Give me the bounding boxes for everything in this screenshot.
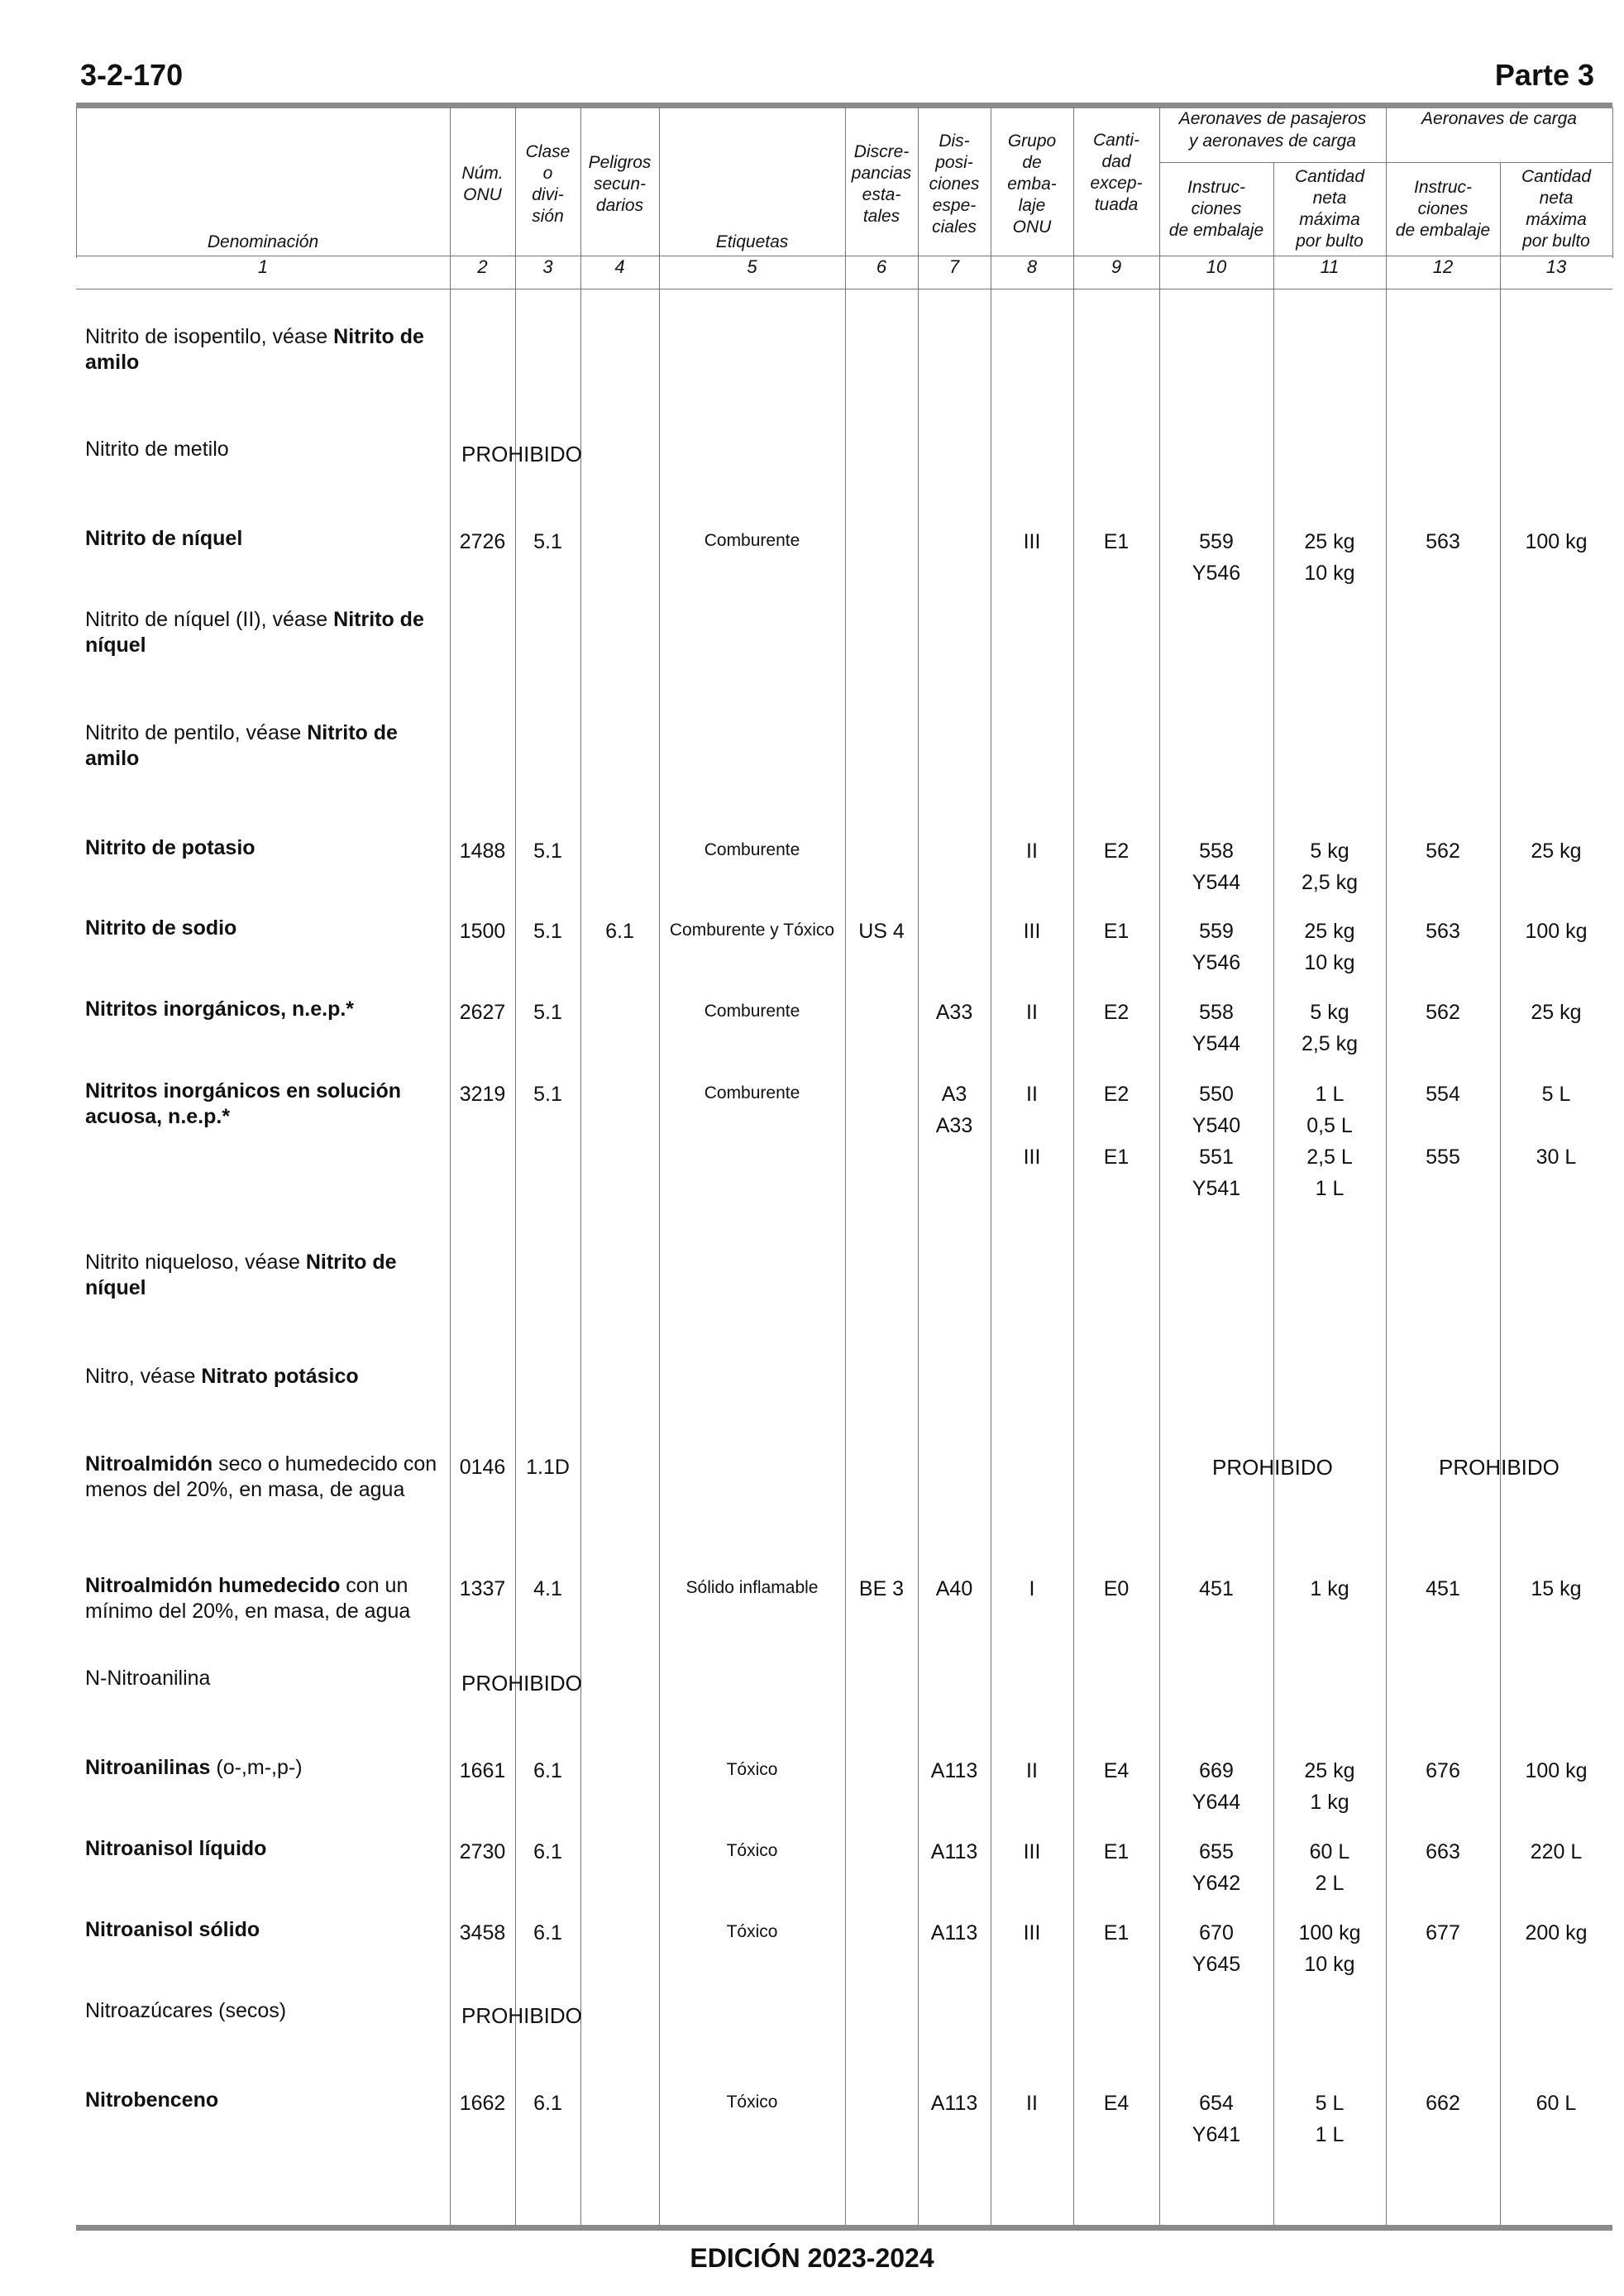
column-number: 5	[747, 256, 757, 277]
cell-pas-instr	[1159, 1755, 1273, 1818]
value: 5 kg	[1310, 839, 1349, 863]
cell-cantidad-exceptuada: E2	[1103, 1083, 1130, 1106]
header-text: Núm.	[461, 164, 504, 183]
header-text: dad	[1101, 152, 1131, 171]
name-bold-text: Nitritos inorgánicos, n.e.p.*	[85, 997, 355, 1021]
col-header-cantidad-pasajeros	[1273, 165, 1386, 253]
cell-grupo: II	[1026, 1759, 1038, 1782]
cell-disposiciones: A40	[935, 1577, 973, 1600]
name-bold-text: Nitrito de níquel	[85, 1251, 397, 1299]
group-header-carga	[1386, 108, 1612, 130]
cell-cantidad-exceptuada: E1	[1103, 1921, 1130, 1944]
cell-carga-cant: 220 L	[1530, 1840, 1583, 1863]
header-text: darios	[595, 196, 644, 215]
cell-grupo: III	[1023, 1840, 1041, 1863]
col-header-grupo	[991, 116, 1073, 253]
name-bold-text: Nitritos inorgánicos en solución acuosa, n.e.p.*	[85, 1079, 401, 1128]
cell-carga-instr: 563	[1426, 530, 1460, 553]
cell-grupo: III	[1023, 920, 1041, 943]
cell-clase: 4.1	[533, 1577, 562, 1600]
prohibited-text: PROHIBIDO	[1439, 1455, 1560, 1480]
header-text: ciales	[932, 218, 977, 237]
cell-pas-cant: 1 kg	[1310, 1577, 1349, 1600]
cell-pas-cant	[1273, 1141, 1386, 1204]
cell-pas-instr	[1159, 1836, 1273, 1899]
value: Y541	[1192, 1177, 1241, 1200]
value: 100 kg	[1298, 1921, 1361, 1944]
column-number: 10	[1206, 256, 1227, 277]
column-number: 13	[1545, 256, 1567, 277]
cell-carga-instr: 555	[1426, 1146, 1460, 1169]
grid-line	[1500, 162, 1501, 2225]
value: A33	[935, 1114, 973, 1137]
col-header-clase	[515, 116, 580, 253]
grid-line	[1612, 108, 1613, 258]
cell-etiquetas: Sólido inflamable	[685, 1578, 819, 1597]
cell-un: 2726	[459, 530, 506, 553]
cell-un: 1661	[459, 1759, 506, 1782]
cell-carga-instr: 554	[1426, 1083, 1460, 1106]
value: Y546	[1192, 951, 1241, 974]
header-text: ONU	[1012, 218, 1052, 237]
value: Y642	[1192, 1872, 1241, 1895]
prohibited-text: PROHIBIDO	[461, 2003, 582, 2028]
cell-disposiciones: A113	[930, 1840, 978, 1863]
value: 1 kg	[1310, 1791, 1349, 1814]
name-bold-text: Nitroalmidón humedecido	[85, 1574, 341, 1597]
cell-pas-instr	[1159, 1141, 1273, 1204]
row-name	[85, 1666, 441, 1691]
cell-carga-instr: 562	[1426, 1001, 1460, 1024]
cell-cantidad-exceptuada: E1	[1103, 1146, 1130, 1169]
cell-clase: 6.1	[533, 1759, 562, 1782]
cell-carga-instr: 676	[1426, 1759, 1460, 1782]
col-header-disposiciones	[918, 116, 991, 253]
col-header-num-onu	[450, 116, 515, 253]
cell-cantidad-exceptuada: E1	[1103, 920, 1130, 943]
value: Y641	[1192, 2123, 1241, 2146]
header-text: Canti-	[1092, 131, 1140, 150]
col-header-discrepancias	[845, 116, 918, 253]
cell-un: 1488	[459, 839, 506, 863]
name-bold-text: Nitrito de amilo	[85, 721, 398, 770]
value: 25 kg	[1304, 920, 1355, 943]
cell-disposiciones: A113	[930, 1759, 978, 1782]
cell-carga-cant: 25 kg	[1531, 839, 1582, 863]
header-text: neta	[1312, 189, 1347, 208]
header-text: pancias	[851, 164, 912, 183]
grid-line	[918, 108, 919, 2225]
value: 0,5 L	[1306, 1114, 1353, 1137]
value: 1 L	[1315, 2123, 1345, 2146]
grid-line	[515, 108, 516, 2225]
cell-pas-cant	[1273, 835, 1386, 898]
cell-cantidad-exceptuada: E1	[1103, 530, 1130, 553]
name-bold-text: Nitrito de potasio	[85, 836, 256, 859]
header-text: Denominación	[207, 232, 319, 251]
value: 559	[1199, 920, 1234, 943]
cell-cantidad-exceptuada: E4	[1103, 1759, 1130, 1782]
grid-line	[450, 108, 451, 2225]
cell-disposiciones: A113	[930, 2092, 978, 2115]
cell-grupo: II	[1026, 839, 1038, 863]
header-text: por bulto	[1296, 232, 1364, 251]
cell-pas-cant	[1273, 997, 1386, 1060]
value: 669	[1199, 1759, 1234, 1782]
name-text: Nitrito de isopentilo, véase	[85, 325, 334, 348]
row-name	[85, 324, 441, 375]
row-name	[85, 2088, 441, 2113]
header-text: ONU	[463, 185, 502, 204]
col-header-instrucciones-carga	[1386, 165, 1500, 253]
cell-carga-cant: 200 kg	[1525, 1921, 1588, 1944]
cell-clase: 6.1	[533, 2092, 562, 2115]
cell-cantidad-exceptuada: E4	[1103, 2092, 1130, 2115]
cell-un: 2730	[459, 1840, 506, 1863]
header-text: posi-	[935, 153, 973, 172]
cell-cantidad-exceptuada: E2	[1103, 839, 1130, 863]
cell-cantidad-exceptuada: E2	[1103, 1001, 1130, 1024]
name-bold-text: Nitrito de amilo	[85, 325, 424, 374]
name-text: seco o humedecido con menos del 20%, en masa, de agua	[85, 1452, 437, 1501]
name-text: Nitrito de pentilo, véase	[85, 721, 308, 744]
header-text: Instruc-	[1413, 178, 1472, 197]
value: 550	[1199, 1083, 1234, 1106]
name-text: (o-,m-,p-)	[210, 1756, 303, 1779]
name-text: Nitrito de níquel (II), véase	[85, 608, 334, 631]
edition-footer: EDICIÓN 2023-2024	[690, 2243, 934, 2273]
cell-un: 2627	[459, 1001, 506, 1024]
value: 1 L	[1315, 1083, 1345, 1106]
cell-grupo: III	[1023, 1921, 1041, 1944]
name-text: Nitro, véase	[85, 1365, 202, 1388]
column-number: 4	[614, 256, 625, 277]
header-text: de embalaje	[1395, 221, 1491, 240]
row-name	[85, 607, 441, 658]
cell-un: 3458	[459, 1921, 506, 1944]
row-name	[85, 1998, 441, 2024]
header-text: Aeronaves de carga	[1421, 109, 1577, 128]
grid-line	[845, 108, 846, 2225]
cell-pas-instr	[1159, 916, 1273, 978]
cell-discrepancias: US 4	[858, 920, 905, 943]
cell-pas-instr	[1159, 2088, 1273, 2150]
value: 654	[1199, 2092, 1234, 2115]
name-text: Nitroazúcares (secos)	[85, 1999, 287, 2022]
value: 670	[1199, 1921, 1234, 1944]
header-text: ciones	[1191, 199, 1242, 218]
header-text: secun-	[593, 175, 647, 194]
header-text: Etiquetas	[715, 232, 789, 251]
header-text: laje	[1018, 196, 1046, 215]
cell-grupo: II	[1026, 1083, 1038, 1106]
cell-carga-instr: 663	[1426, 1840, 1460, 1863]
value: A3	[941, 1083, 967, 1106]
cell-pas-cant	[1273, 1755, 1386, 1818]
row-name	[85, 1364, 441, 1390]
cell-clase: 5.1	[533, 920, 562, 943]
cell-un: 1500	[459, 920, 506, 943]
cell-carga-cant: 15 kg	[1531, 1577, 1582, 1600]
cell-etiquetas: Tóxico	[726, 1760, 778, 1779]
cell-grupo: I	[1029, 1577, 1035, 1600]
value: Y544	[1192, 1032, 1241, 1055]
header-text: sión	[532, 207, 564, 226]
column-number: 8	[1026, 256, 1038, 277]
cell-carga-instr: 662	[1426, 2092, 1460, 2115]
row-name	[85, 1573, 441, 1624]
cell-carga-cant: 5 L	[1541, 1083, 1571, 1106]
prohibited-text: PROHIBIDO	[461, 442, 582, 466]
row-name	[85, 835, 441, 861]
column-number: 6	[876, 256, 887, 277]
cell-pas-instr: 451	[1199, 1577, 1234, 1600]
col-header-instrucciones-pasajeros	[1159, 165, 1273, 253]
cell-clase: 6.1	[533, 1921, 562, 1944]
bottom-rule	[76, 2225, 1612, 2231]
value: 1 L	[1315, 1177, 1345, 1200]
value: Y544	[1192, 871, 1241, 894]
name-bold-text: Nitrobenceno	[85, 2088, 219, 2112]
header-text: ciones	[929, 175, 980, 194]
header-text: de embalaje	[1168, 221, 1264, 240]
col-header-denominacion	[76, 116, 450, 253]
row-name	[85, 1755, 441, 1781]
cell-carga-instr: 563	[1426, 920, 1460, 943]
row-name	[85, 916, 441, 941]
cell-pas-instr	[1159, 1079, 1273, 1141]
name-text: Nitrito niqueloso, véase	[85, 1251, 306, 1274]
value: Y540	[1192, 1114, 1241, 1137]
cell-discrepancias: BE 3	[858, 1577, 905, 1600]
cell-carga-cant: 25 kg	[1531, 1001, 1582, 1024]
header-text: máxima	[1526, 210, 1587, 229]
cell-grupo: III	[1023, 1146, 1041, 1169]
header-text: espe-	[932, 196, 977, 215]
header-text: emba-	[1007, 175, 1057, 194]
header-text: Peligros	[588, 153, 652, 172]
cell-carga-instr: 562	[1426, 839, 1460, 863]
cell-pas-cant	[1273, 1917, 1386, 1980]
cell-carga-cant: 100 kg	[1525, 530, 1588, 553]
header-text: tales	[862, 207, 900, 226]
cell-etiquetas: Tóxico	[726, 2093, 778, 2112]
cell-pas-cant	[1273, 526, 1386, 589]
cell-pas-cant	[1273, 1836, 1386, 1899]
col-header-cantidad-carga	[1500, 165, 1612, 253]
row-name	[85, 720, 441, 772]
cell-pas-instr	[1159, 1917, 1273, 1980]
part-label: Parte 3	[1494, 58, 1594, 92]
col-header-peligros	[580, 116, 659, 253]
row-name	[85, 526, 441, 552]
value: Y546	[1192, 562, 1241, 585]
cell-carga-cant: 30 L	[1536, 1146, 1577, 1169]
cell-etiquetas: Comburente	[704, 531, 800, 550]
cell-clase: 5.1	[533, 1083, 562, 1106]
header-text: Cantidad	[1521, 167, 1592, 186]
value: 551	[1199, 1146, 1234, 1169]
header-text: tuada	[1094, 195, 1139, 214]
col-header-cantidad-exceptuada	[1073, 116, 1159, 230]
group-header-pasajeros	[1159, 108, 1386, 152]
header-text: Clase	[525, 142, 571, 161]
header-text: excep-	[1090, 174, 1143, 193]
cell-peligros: 6.1	[605, 920, 634, 943]
column-number: 3	[542, 256, 553, 277]
value: 559	[1199, 530, 1234, 553]
cell-carga-instr: 451	[1426, 1577, 1460, 1600]
row-name	[85, 1079, 441, 1130]
cell-pas-cant	[1273, 2088, 1386, 2150]
value: 10 kg	[1304, 1953, 1355, 1976]
prohibited-text: PROHIBIDO	[1212, 1455, 1333, 1480]
name-bold-text: Nitrito de níquel	[85, 527, 243, 550]
cell-clase: 6.1	[533, 1840, 562, 1863]
header-text: esta-	[862, 185, 901, 204]
cell-un: 0146	[459, 1456, 506, 1479]
value: 655	[1199, 1840, 1234, 1863]
header-text: Discre-	[853, 142, 910, 161]
cell-un: 1337	[459, 1577, 506, 1600]
cell-disposiciones: A33	[935, 1001, 973, 1024]
grid-line	[659, 108, 660, 2225]
header-text: y aeronaves de carga	[1189, 132, 1356, 151]
name-bold-text: Nitroanisol sólido	[85, 1918, 260, 1941]
header-text: neta	[1539, 189, 1574, 208]
cell-carga-cant: 100 kg	[1525, 920, 1588, 943]
cell-un: 1662	[459, 2092, 506, 2115]
page-number: 3-2-170	[80, 58, 184, 92]
cell-un: 3219	[459, 1083, 506, 1106]
header-text: Cantidad	[1294, 167, 1365, 186]
cell-clase: 5.1	[533, 1001, 562, 1024]
cell-disposiciones	[918, 1079, 991, 1141]
name-text: Nitrito de metilo	[85, 438, 229, 461]
name-bold-text: Nitroanisol líquido	[85, 1837, 267, 1860]
column-number: 9	[1111, 256, 1122, 277]
header-text: Grupo	[1007, 132, 1057, 151]
column-number: 12	[1432, 256, 1454, 277]
row-name	[85, 1452, 441, 1503]
value: 10 kg	[1304, 562, 1355, 585]
cell-pas-instr	[1159, 526, 1273, 589]
value: 2 L	[1315, 1872, 1345, 1895]
header-text: Aeronaves de pasajeros	[1178, 109, 1367, 128]
col-header-etiquetas	[659, 116, 845, 253]
value: 25 kg	[1304, 1759, 1355, 1782]
header-text: por bulto	[1522, 232, 1590, 251]
cell-cantidad-exceptuada: E0	[1103, 1577, 1130, 1600]
header-text: Instruc-	[1187, 178, 1245, 197]
cell-etiquetas: Comburente y Tóxico	[669, 921, 835, 940]
value: 2,5 kg	[1301, 871, 1359, 894]
cell-carga-instr: 677	[1426, 1921, 1460, 1944]
cell-pas-instr	[1159, 997, 1273, 1060]
column-number: 7	[948, 256, 960, 277]
header-text: máxima	[1299, 210, 1360, 229]
grid-line	[1159, 162, 1612, 163]
cell-etiquetas: Comburente	[704, 1083, 800, 1103]
prohibited-text: PROHIBIDO	[461, 1671, 582, 1696]
value: Y644	[1192, 1791, 1241, 1814]
grid-line	[580, 108, 581, 2225]
row-name	[85, 1250, 441, 1301]
cell-clase: 5.1	[533, 530, 562, 553]
column-number: 2	[477, 256, 488, 277]
row-name	[85, 1917, 441, 1943]
name-bold-text: Nitrato potásico	[201, 1365, 359, 1388]
cell-cantidad-exceptuada: E1	[1103, 1840, 1130, 1863]
name-bold-text: Nitroanilinas	[85, 1756, 211, 1779]
name-bold-text: Nitrito de sodio	[85, 916, 237, 940]
value: 558	[1199, 1001, 1234, 1024]
cell-grupo: II	[1026, 2092, 1038, 2115]
cell-etiquetas: Tóxico	[726, 1841, 778, 1860]
column-number: 1	[257, 256, 269, 277]
cell-etiquetas: Comburente	[704, 1002, 800, 1021]
row-name	[85, 997, 441, 1022]
header-text: Dis-	[939, 132, 970, 151]
value: 5 kg	[1310, 1001, 1349, 1024]
cell-disposiciones: A113	[930, 1921, 978, 1944]
cell-etiquetas: Comburente	[704, 840, 800, 859]
name-text: N-Nitroanilina	[85, 1667, 211, 1690]
header-text: o	[542, 164, 553, 183]
value: 2,5 L	[1306, 1146, 1353, 1169]
value: 2,5 kg	[1301, 1032, 1359, 1055]
value: 60 L	[1309, 1840, 1350, 1863]
cell-grupo: II	[1026, 1001, 1038, 1024]
row-name	[85, 1836, 441, 1862]
cell-pas-instr	[1159, 835, 1273, 898]
value: 10 kg	[1304, 951, 1355, 974]
cell-carga-cant: 60 L	[1536, 2092, 1577, 2115]
name-bold-text: Nitrito de níquel	[85, 608, 424, 657]
cell-pas-cant	[1273, 916, 1386, 978]
value: 25 kg	[1304, 530, 1355, 553]
cell-clase: 1.1D	[526, 1456, 570, 1479]
value: 5 L	[1315, 2092, 1345, 2115]
value: Y645	[1192, 1953, 1241, 1976]
row-name	[85, 437, 441, 462]
cell-etiquetas: Tóxico	[726, 1922, 778, 1941]
name-bold-text: Nitroalmidón	[85, 1452, 213, 1476]
column-number: 11	[1320, 256, 1340, 277]
name-text: con un mínimo del 20%, en masa, de agua	[85, 1574, 411, 1623]
header-text: ciones	[1417, 199, 1469, 218]
value: 558	[1199, 839, 1234, 863]
cell-grupo: III	[1023, 530, 1041, 553]
cell-pas-cant	[1273, 1079, 1386, 1141]
header-text: divi-	[532, 185, 564, 204]
cell-carga-cant: 100 kg	[1525, 1759, 1588, 1782]
header-text: de	[1022, 153, 1042, 172]
cell-clase: 5.1	[533, 839, 562, 863]
